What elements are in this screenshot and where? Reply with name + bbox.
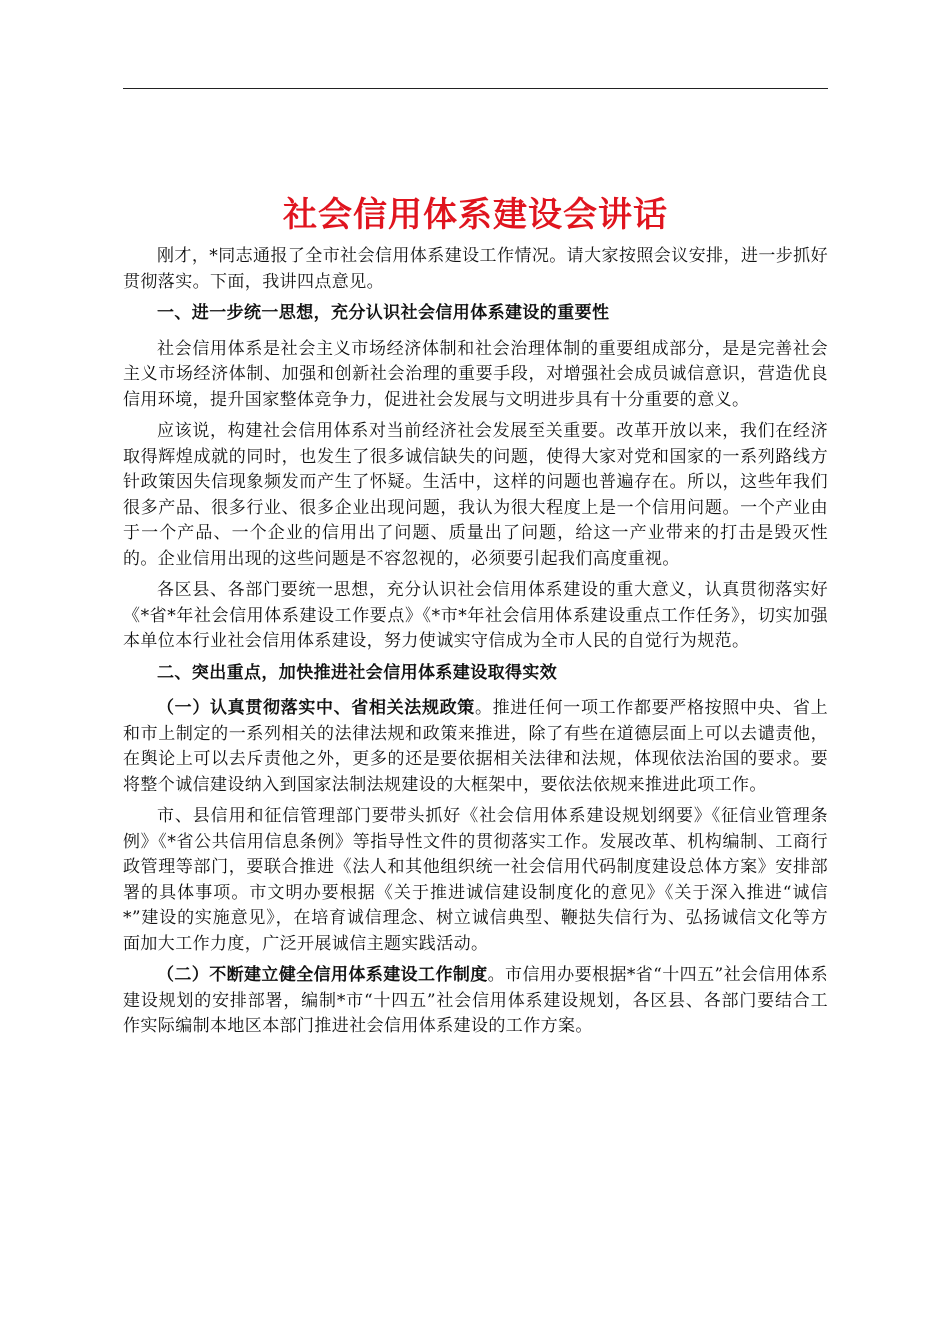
section-2-heading: 二、突出重点，加快推进社会信用体系建设取得实效 <box>157 662 558 683</box>
section-2-item-2-text: 。市信用办要根据*省“十四五”社会信用体系建设规划的安排部署，编制*市“十四五”社会信用体系建设规划，各区县、各部门要结合工作实际编制本地区本部门推进社会信用体系建设的工作方案。 <box>123 965 828 1036</box>
document-body <box>123 190 828 1046</box>
section-1-heading: 一、进一步统一思想，充分认识社会信用体系建设的重要性 <box>157 303 610 323</box>
section-1-paragraph-3: 各区县、各部门要统一思想，充分认识社会信用体系建设的重大意义，认真贯彻落实好《*省*年社会信用体系建设工作要点》《*市*年社会信用体系建设重点工作任务》，切实加强本单位本行业社会信用体系建设，努力使诚实守信成为全市人民的自觉行为规范。 <box>123 580 828 651</box>
section-2-item-1-text: 。推进任何一项工作都要严格按照中央、省上和市上制定的一系列相关的法律法规和政策来推进，除了有些在道德层面上可以去谴责他，在舆论上可以去斥责他之外，更多的还是要依据相关法律和法规，体现依法治国的要求。要将整个诚信建设纳入到国家法制法规建设的大框架中，要依法依规来推进此项工作。 <box>123 698 828 795</box>
section-2-item-1 <box>123 696 828 798</box>
document-title: 社会信用体系建设会讲话 <box>283 195 668 235</box>
section-2-item-2 <box>123 963 828 1040</box>
section-2-paragraph-2: 市、县信用和征信管理部门要带头抓好《社会信用体系建设规划纲要》《征信业管理条例》《*省公共信用信息条例》等指导性文件的贯彻落实工作。发展改革、机构编制、工商行政管理等部门，要联合推进《法人和其他组织统一社会信用代码制度建设总体方案》安排部署的具体事项。市文明办要根据《关于推进诚信建设制度化的意见》《关于深入推进“诚信*”建设的实施意见》，在培育诚信理念、树立诚信典型、鞭挞失信行为、弘扬诚信文化等方面加大工作力度，广泛开展诚信主题实践活动。 <box>123 806 828 954</box>
intro-paragraph: 刚才，*同志通报了全市社会信用体系建设工作情况。请大家按照会议安排，进一步抓好贯彻落实。下面，我讲四点意见。 <box>123 246 828 292</box>
section-2-item-1-lead: （一）认真贯彻落实中、省相关法规政策 <box>157 698 475 718</box>
section-1-paragraph-2: 应该说，构建社会信用体系对当前经济社会发展至关重要。改革开放以来，我们在经济取得辉煌成就的同时，也发生了很多诚信缺失的问题，使得大家对党和国家的一系列路线方针政策因失信现象频发而产生了怀疑。生活中，这样的问题也普遍存在。所以，这些年我们很多产品、很多行业、很多企业出现问题，我认为很大程度上是一个信用问题。一个产业由于一个产品、一个企业的信用出了问题、质量出了问题，给这一产业带来的打击是毁灭性的。企业信用出现的这些问题是不容忽视的，必须要引起我们高度重视。 <box>123 421 828 569</box>
section-1-paragraph-1: 社会信用体系是社会主义市场经济体制和社会治理体制的重要组成部分，是是完善社会主义市场经济体制、加强和创新社会治理的重要手段，对增强社会成员诚信意识，营造优良信用环境，提升国家整体竞争力，促进社会发展与文明进步具有十分重要的意义。 <box>123 338 828 410</box>
section-2-item-2-lead: （二）不断建立健全信用体系建设工作制度 <box>157 965 488 985</box>
header-rule <box>123 88 828 89</box>
